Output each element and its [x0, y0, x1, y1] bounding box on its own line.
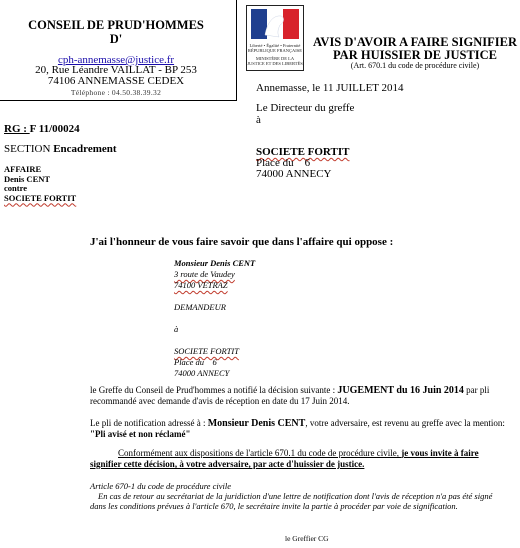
affaire-label: AFFAIRE: [4, 164, 42, 174]
section-label: SECTION: [4, 143, 54, 155]
rg-label: RG :: [4, 123, 30, 135]
case-rg: [4, 123, 80, 135]
p1-text-c: par pli recommandé avec demande d'avis de réception en date du 17 Juin 2014.: [90, 385, 490, 406]
republic-logo: [246, 5, 304, 71]
court-phone: Téléphone : 04.50.38.39.32: [70, 88, 162, 97]
rg-number: F 11/00024: [29, 123, 80, 135]
p3-text-a: Conformément aux dispositions de l'article 670.1 du code de procédure civile,: [118, 448, 402, 458]
return-paragraph: [90, 418, 506, 440]
affaire-party1: Denis CENT: [4, 173, 51, 184]
invitation-text: je vous invite à faire signifier cette décision, à votre adversaire, par acte d'huissier de justice.: [90, 448, 479, 469]
affaire-contre: contre: [4, 183, 27, 193]
marianne-flag-icon: [251, 9, 299, 39]
p2-text-a: Le pli de notification adressé à :: [90, 418, 208, 428]
adversary-name: Monsieur Denis CENT: [207, 418, 306, 429]
article-quote: [90, 481, 510, 511]
affaire-block: [4, 165, 76, 203]
parties-separator: à: [174, 324, 179, 334]
p2-text-c: , votre adversaire, est revenu au greffe avec la mention:: [305, 418, 505, 428]
plaintiff-address-line2: 74100 VETRAZ: [174, 280, 228, 290]
recipient-name: SOCIETE FORTIT: [256, 146, 350, 158]
plaintiff-name: Monsieur Denis CENT: [174, 258, 256, 268]
p1-text-a: le Greffe du Conseil de Prud'hommes a notifié la décision suivante :: [90, 385, 338, 395]
defendant-address-line1: Place du 6: [174, 357, 217, 367]
to-label: à: [256, 114, 261, 126]
notice-article-ref: (Art. 670.1 du code de procédure civile): [350, 61, 480, 70]
article-quote-title: Article 670-1 du code de procédure civile: [90, 481, 231, 491]
court-address-line1: 20, Rue Léandre VAILLAT - BP 253: [35, 64, 197, 76]
notice-title-line1: AVIS D'AVOIR A FAIRE SIGNIFIER: [313, 35, 517, 49]
notice-title-line2: PAR HUISSIER DE JUSTICE: [332, 48, 498, 62]
defendant-name: SOCIETE FORTIT: [174, 346, 239, 356]
section-value: Encadrement: [53, 143, 117, 155]
director-label: Le Directeur du greffe: [256, 102, 355, 114]
notification-paragraph: [90, 385, 506, 407]
court-name-line1: CONSEIL DE PRUD'HOMMES: [28, 18, 204, 32]
date-line: Annemasse, le 11 JUILLET 2014: [256, 82, 404, 94]
recipient-address-line1: Place du 6: [256, 157, 311, 169]
court-address-line2: 74106 ANNEMASSE CEDEX: [47, 75, 185, 87]
return-mention: "Pli avisé et non réclamé": [90, 429, 191, 439]
court-name-line2: D': [109, 32, 123, 46]
defendant-address-line2: 74000 ANNECY: [174, 368, 230, 378]
judgment-ref: JUGEMENT du 16 Juin 2014: [337, 385, 464, 396]
invitation-paragraph: [90, 448, 506, 470]
logo-ministry: MINISTÈRE DE LA JUSTICE ET DES LIBERTÉS: [247, 56, 303, 66]
affaire-party2: SOCIETE FORTIT: [4, 192, 77, 203]
court-name: [0, 18, 232, 46]
recipient-address-line2: 74000 ANNECY: [256, 168, 332, 180]
court-email-link[interactable]: cph-annemasse@justice.fr: [57, 54, 175, 66]
parties-block: [174, 258, 255, 379]
case-section: [4, 143, 117, 155]
logo-motto: Liberté • Égalité • Fraternité RÉPUBLIQUE FRANÇAISE: [247, 43, 303, 53]
intro-sentence: J'ai l'honneur de vous faire savoir que dans l'affaire qui oppose :: [90, 236, 394, 248]
plaintiff-role: DEMANDEUR: [174, 302, 226, 312]
signature: le Greffier CG: [285, 534, 329, 543]
plaintiff-address-line1: 3 route de Vaudey: [174, 269, 235, 279]
article-quote-text: En cas de retour au secrétariat de la juridiction d'une lettre de notification dont l'avis de réception n'a pas été signé dans les conditions prévues à l'article 670, le secrétaire invite la partie à procéder par voie de signification.: [90, 491, 493, 511]
